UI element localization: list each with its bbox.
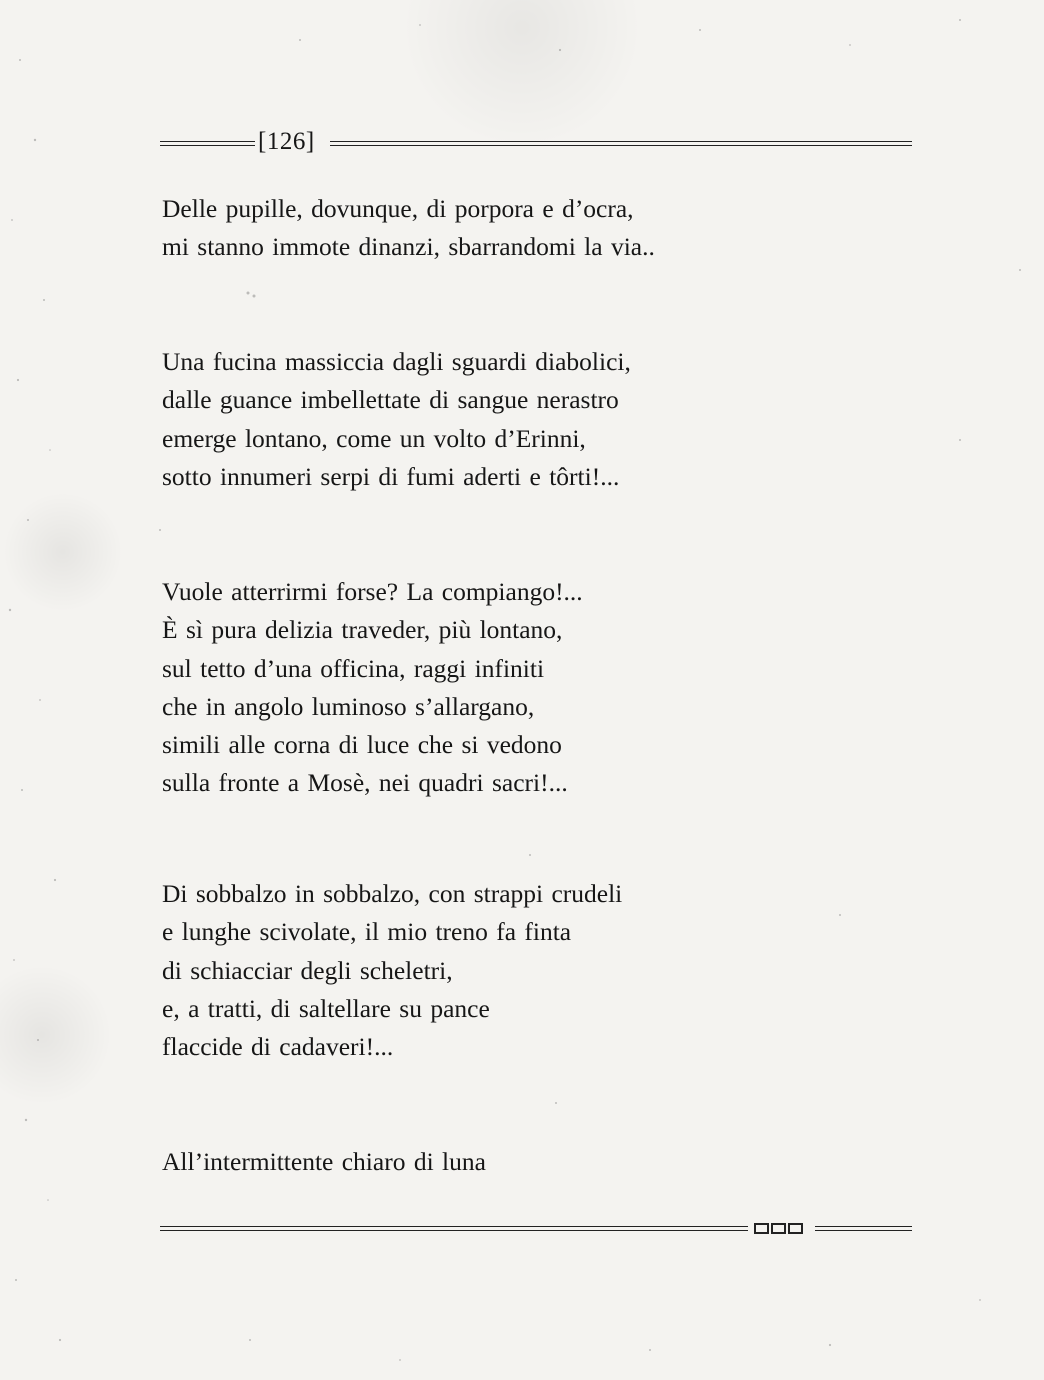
poem-line: che in angolo luminoso s’allargano, — [162, 691, 535, 721]
ornament-box — [788, 1223, 803, 1234]
stanza — [162, 343, 631, 496]
poem-line: di schiacciar degli scheletri, — [162, 955, 453, 985]
page-number: [126] — [258, 128, 315, 155]
poem-line: Delle pupille, dovunque, di porpora e d’ocra, — [162, 194, 634, 223]
poem-line: flaccide di cadaveri!... — [162, 1032, 394, 1062]
header-rule-right — [330, 141, 912, 146]
poem-line: mi stanno immote dinanzi, sbarrandomi la via.. — [162, 232, 655, 262]
poem-line: e lunghe scivolate, il mio treno fa finta — [162, 917, 572, 947]
ornament-box — [771, 1223, 786, 1234]
poem-line: All’intermittente chiaro di luna — [162, 1147, 486, 1176]
poem-line: emerge lontano, come un volto d’Erinni, — [162, 423, 586, 453]
poem-line: sotto innumeri serpi di fumi aderti e tôrti!... — [162, 461, 620, 491]
poem-line: Una fucina massiccia dagli sguardi diabolici, — [162, 347, 631, 376]
poem-line: È sì pura delizia traveder, più lontano, — [162, 615, 563, 645]
poem-line: Vuole atterrirmi forse? La compiango!... — [162, 577, 583, 606]
poem-line: e, a tratti, di saltellare su pance — [162, 993, 490, 1023]
stanza — [162, 573, 583, 803]
poem-line: simili alle corna di luce che si vedono — [162, 730, 562, 760]
stanza — [162, 190, 655, 267]
page-footer — [160, 1220, 912, 1242]
footer-rule-right — [815, 1226, 912, 1231]
stanza — [162, 1143, 486, 1181]
footer-rule-left — [160, 1226, 748, 1231]
poem-line: Di sobbalzo in sobbalzo, con strappi crudeli — [162, 879, 623, 908]
ornament-box — [754, 1223, 769, 1234]
poem-line: dalle guance imbellettate di sangue nerastro — [162, 385, 619, 415]
header-rule-left — [160, 141, 255, 146]
poem-line: sulla fronte a Mosè, nei quadri sacri!... — [162, 768, 568, 798]
page-header — [160, 130, 912, 158]
footer-ornament-icon — [754, 1223, 803, 1234]
stanza — [162, 875, 622, 1066]
poem-line: sul tetto d’una officina, raggi infiniti — [162, 653, 545, 683]
